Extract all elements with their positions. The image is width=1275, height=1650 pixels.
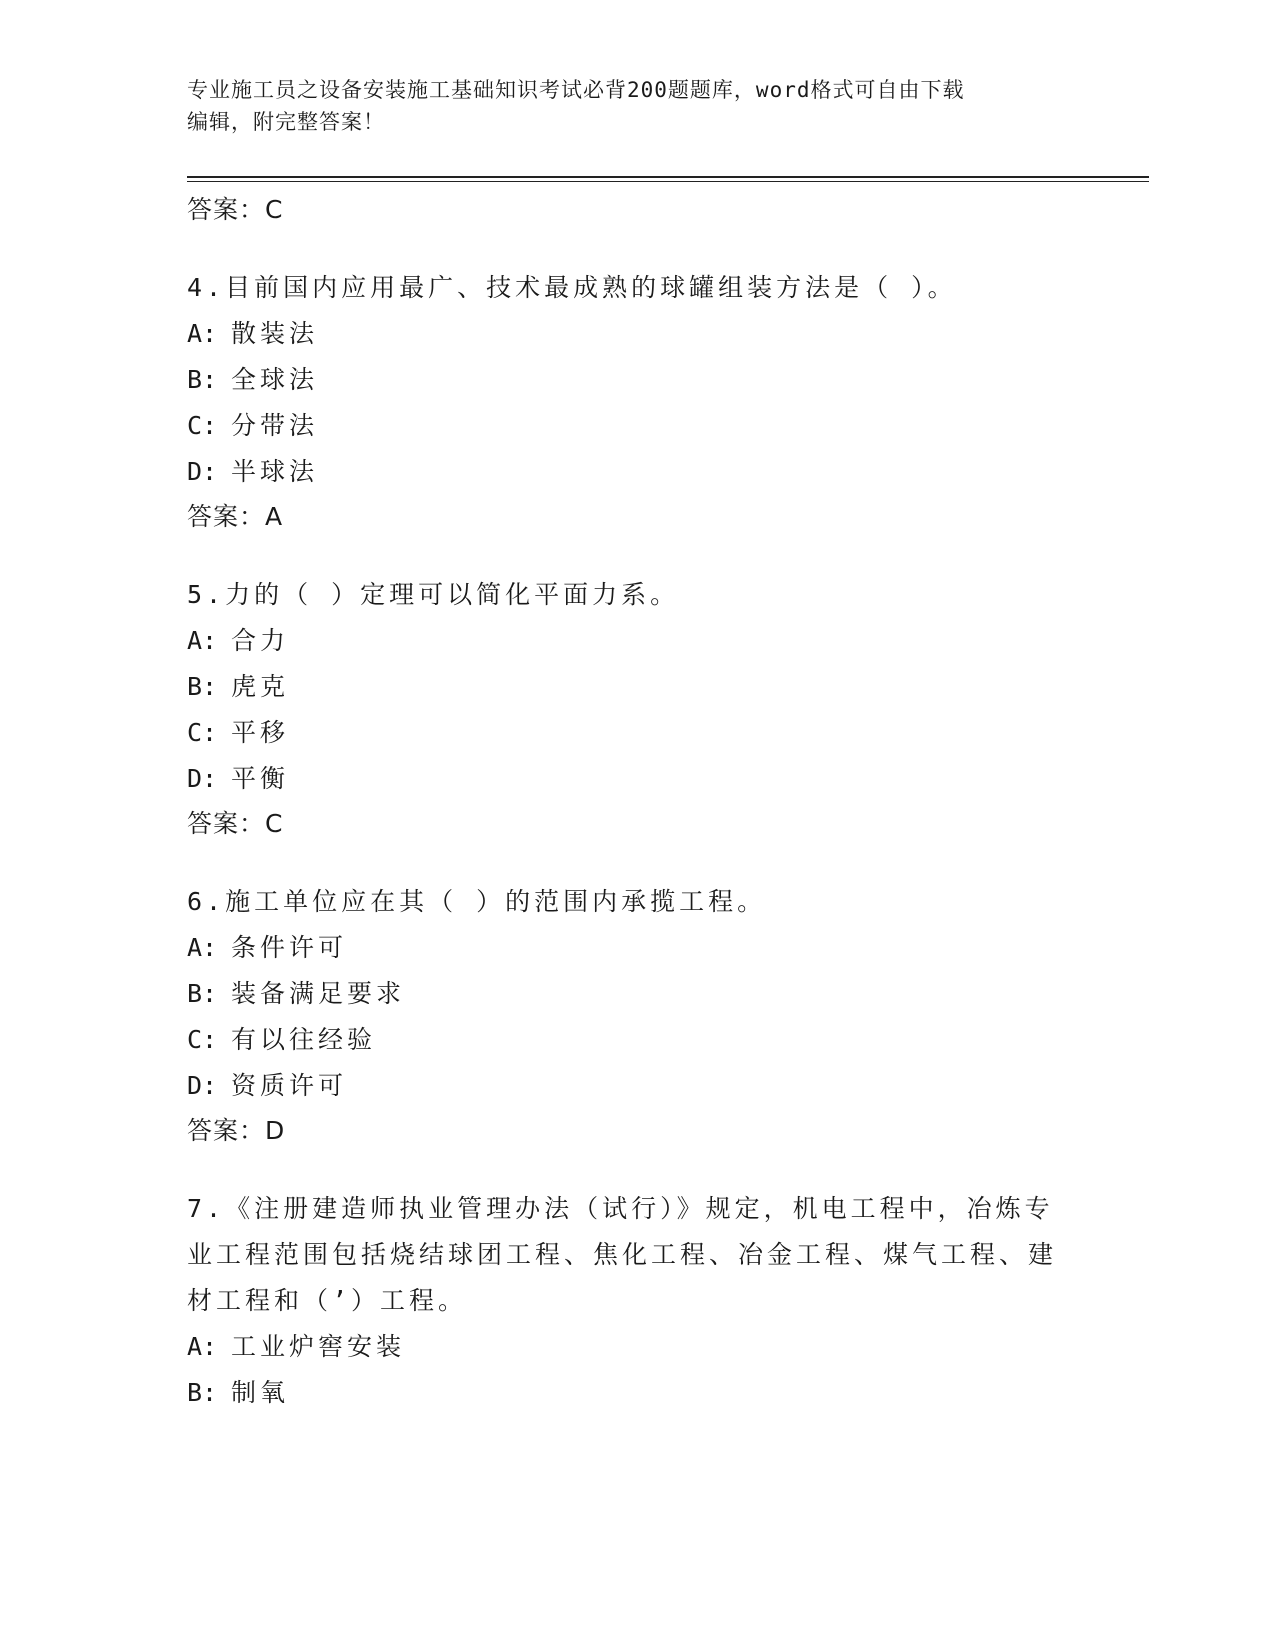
- question-4: [187, 265, 1067, 537]
- option-text: 平衡: [231, 764, 290, 793]
- option-c: [187, 403, 1067, 449]
- option-key: C:: [187, 718, 218, 747]
- option-key: A:: [187, 933, 218, 962]
- option-d: [187, 1063, 1067, 1109]
- option-d: [187, 756, 1067, 802]
- question-list: [187, 190, 1067, 1416]
- option-key: B:: [187, 979, 218, 1008]
- question-stem-line-2: 业工程范围包括烧结球团工程、焦化工程、冶金工程、煤气工程、建: [187, 1240, 1058, 1269]
- option-text: 合力: [231, 626, 290, 655]
- option-text: 装备满足要求: [231, 979, 406, 1008]
- option-b: [187, 357, 1067, 403]
- option-text: 散装法: [231, 319, 319, 348]
- option-text: 半球法: [231, 457, 319, 486]
- question-stem: 6.施工单位应在其（ ）的范围内承揽工程。: [187, 887, 767, 916]
- header-line-1: 专业施工员之设备安装施工基础知识考试必背200题题库，word格式可自由下载: [187, 78, 965, 102]
- question-5: [187, 572, 1067, 844]
- option-key: A:: [187, 1332, 218, 1361]
- option-b: [187, 971, 1067, 1017]
- previous-answer: 答案：C: [187, 195, 284, 224]
- option-d: [187, 449, 1067, 495]
- question-6: [187, 879, 1067, 1151]
- question-stem-line-3: 材工程和（’）工程。: [187, 1286, 468, 1315]
- option-key: B:: [187, 672, 218, 701]
- option-text: 条件许可: [231, 933, 348, 962]
- document-header: [187, 74, 1087, 138]
- option-key: D:: [187, 1071, 218, 1100]
- option-a: [187, 618, 1067, 664]
- option-text: 虎克: [231, 672, 290, 701]
- header-divider-thin: [187, 181, 1149, 182]
- header-line-2: 编辑，附完整答案！: [187, 110, 385, 134]
- answer-label: 答案：C: [187, 809, 284, 838]
- option-text: 制氧: [231, 1378, 290, 1407]
- header-divider-thick: [187, 176, 1149, 178]
- option-key: C:: [187, 1025, 218, 1054]
- question-7: [187, 1186, 1067, 1416]
- option-key: C:: [187, 411, 218, 440]
- option-b: [187, 664, 1067, 710]
- option-text: 平移: [231, 718, 290, 747]
- option-b: [187, 1370, 1067, 1416]
- option-text: 工业炉窖安装: [231, 1332, 406, 1361]
- option-text: 有以往经验: [231, 1025, 377, 1054]
- option-key: D:: [187, 457, 218, 486]
- option-a: [187, 925, 1067, 971]
- question-stem-line-1: 7.《注册建造师执业管理办法（试行）》规定，机电工程中，冶炼专: [187, 1194, 1054, 1223]
- option-c: [187, 710, 1067, 756]
- answer-label: 答案：D: [187, 1116, 286, 1145]
- question-stem: 5.力的（ ）定理可以简化平面力系。: [187, 580, 680, 609]
- answer-label: 答案：A: [187, 502, 284, 531]
- option-text: 分带法: [231, 411, 319, 440]
- option-text: 资质许可: [231, 1071, 348, 1100]
- option-a: [187, 311, 1067, 357]
- option-key: B:: [187, 365, 218, 394]
- option-key: A:: [187, 626, 218, 655]
- option-key: B:: [187, 1378, 218, 1407]
- option-text: 全球法: [231, 365, 319, 394]
- option-a: [187, 1324, 1067, 1370]
- option-key: A:: [187, 319, 218, 348]
- option-key: D:: [187, 764, 218, 793]
- question-stem: 4.目前国内应用最广、技术最成熟的球罐组装方法是（ ）。: [187, 273, 957, 302]
- option-c: [187, 1017, 1067, 1063]
